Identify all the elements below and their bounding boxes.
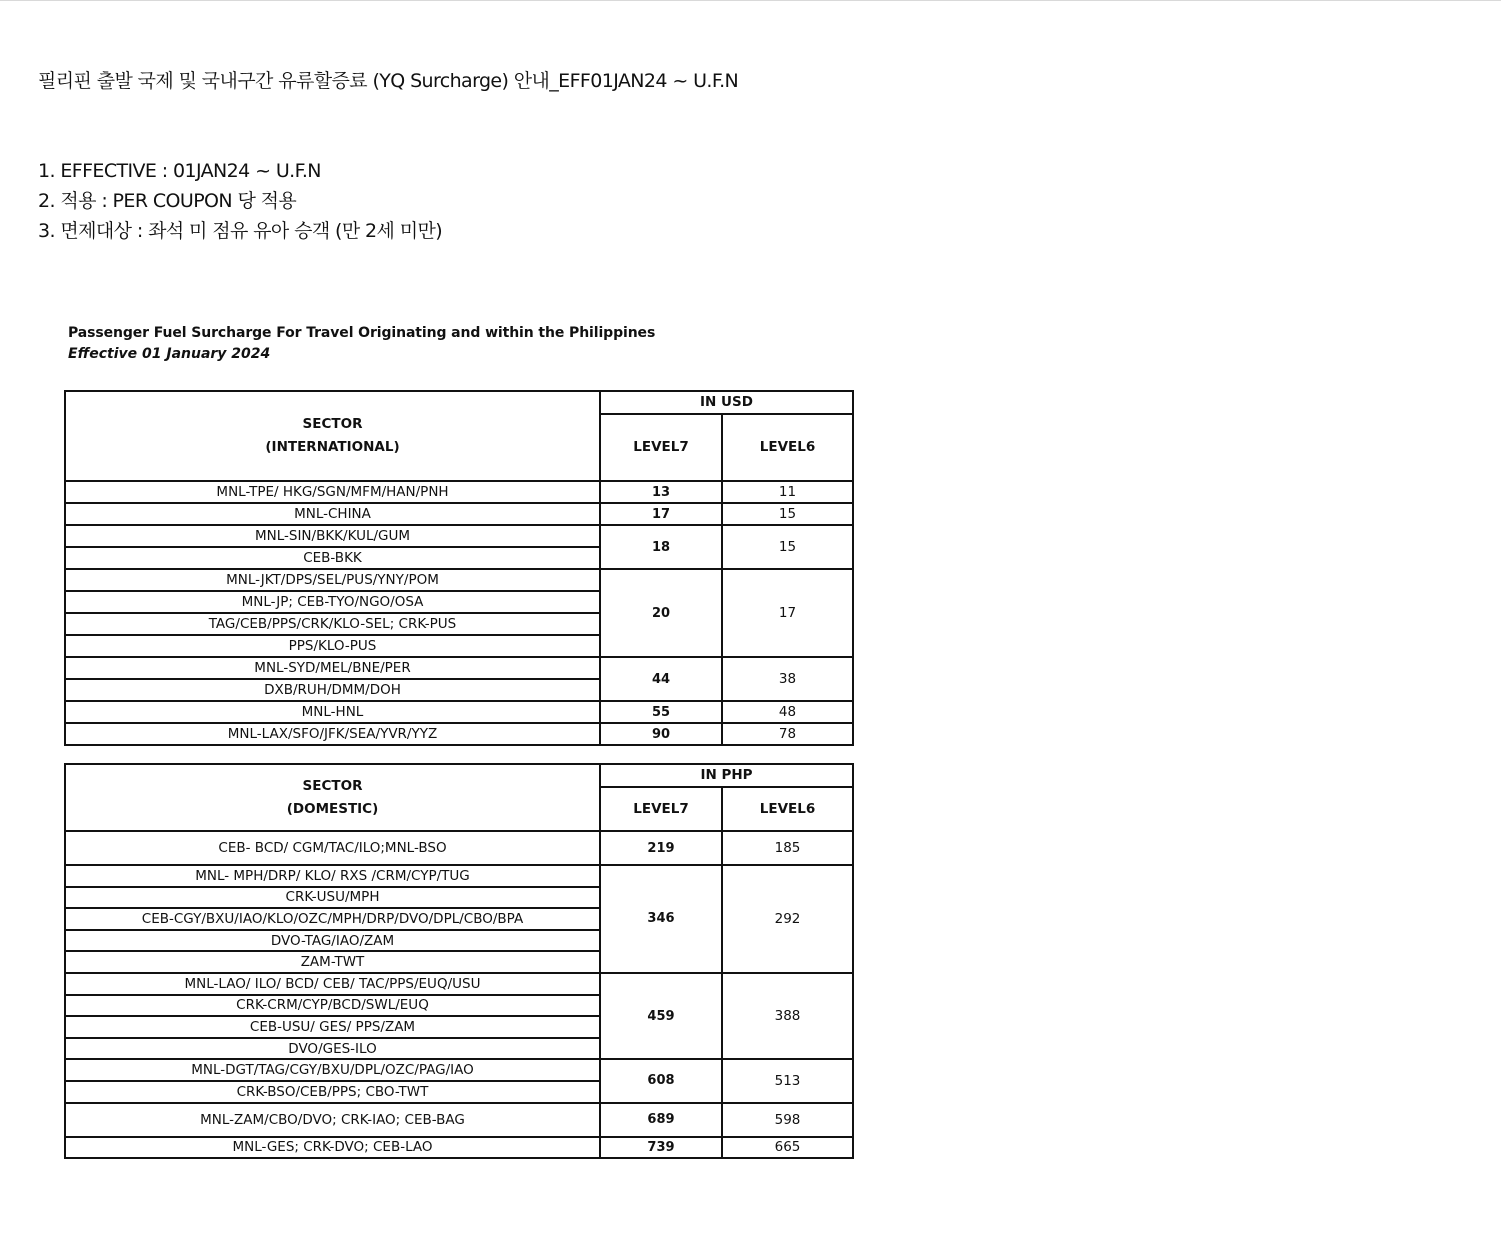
level7-value: 608	[600, 1059, 722, 1102]
table-row	[65, 973, 853, 995]
page-title: 필리핀 출발 국제 및 국내구간 유류할증료 (YQ Surcharge) 안내_EFF01JAN24 ~ U.F.N	[38, 70, 739, 92]
sector-cell: MNL-SYD/MEL/BNE/PER	[65, 657, 600, 679]
table-row	[65, 569, 853, 591]
table-row	[65, 1103, 853, 1137]
sector-cell: DVO/GES-ILO	[65, 1038, 600, 1060]
level7-value: 689	[600, 1103, 722, 1137]
table-row	[65, 525, 853, 547]
sector-header-line2: (INTERNATIONAL)	[265, 439, 400, 455]
top-divider	[0, 0, 1501, 1]
level7-value: 17	[600, 503, 722, 525]
level6-header: LEVEL6	[722, 414, 853, 482]
sector-cell: ZAM-TWT	[65, 951, 600, 973]
domestic-table-body	[65, 831, 853, 1158]
sector-cell: CEB- BCD/ CGM/TAC/ILO;MNL-BSO	[65, 831, 600, 865]
sector-cell: MNL- MPH/DRP/ KLO/ RXS /CRM/CYP/TUG	[65, 865, 600, 887]
currency-header: IN PHP	[600, 764, 853, 787]
table-row	[65, 1059, 853, 1081]
table-row	[65, 503, 853, 525]
level7-value: 346	[600, 865, 722, 973]
level7-value: 90	[600, 723, 722, 745]
sector-cell: CRK-USU/MPH	[65, 887, 600, 909]
sector-cell: PPS/KLO-PUS	[65, 635, 600, 657]
level6-value: 17	[722, 569, 853, 657]
notes-list	[38, 156, 442, 246]
table-row	[65, 831, 853, 865]
sector-cell: MNL-DGT/TAG/CGY/BXU/DPL/OZC/PAG/IAO	[65, 1059, 600, 1081]
sector-cell: MNL-HNL	[65, 701, 600, 723]
level7-value: 13	[600, 481, 722, 503]
table-row	[65, 657, 853, 679]
level7-value: 219	[600, 831, 722, 865]
sector-cell: MNL-TPE/ HKG/SGN/MFM/HAN/PNH	[65, 481, 600, 503]
level7-value: 18	[600, 525, 722, 569]
sector-header-line1: SECTOR	[302, 416, 363, 432]
sector-cell: CRK-BSO/CEB/PPS; CBO-TWT	[65, 1081, 600, 1103]
level6-value: 665	[722, 1137, 853, 1159]
level6-value: 15	[722, 503, 853, 525]
sector-header-line1: SECTOR	[302, 777, 363, 794]
level6-value: 513	[722, 1059, 853, 1102]
level7-value: 55	[600, 701, 722, 723]
sector-header	[65, 391, 600, 481]
sector-header-line2: (DOMESTIC)	[286, 800, 379, 817]
currency-header: IN USD	[600, 391, 853, 414]
table-row	[65, 481, 853, 503]
notice-effective-date: Effective 01 January 2024	[68, 346, 271, 362]
level6-value: 15	[722, 525, 853, 569]
notice-title: Passenger Fuel Surcharge For Travel Originating and within the Philippines	[68, 325, 656, 341]
level7-header: LEVEL7	[600, 414, 722, 482]
international-surcharge-table	[64, 390, 854, 746]
level7-value: 459	[600, 973, 722, 1059]
table-row	[65, 865, 853, 887]
sector-cell: CRK-CRM/CYP/BCD/SWL/EUQ	[65, 995, 600, 1017]
level7-value: 44	[600, 657, 722, 701]
level6-value: 78	[722, 723, 853, 745]
sector-cell: MNL-LAO/ ILO/ BCD/ CEB/ TAC/PPS/EUQ/USU	[65, 973, 600, 995]
level6-value: 185	[722, 831, 853, 865]
level6-value: 388	[722, 973, 853, 1059]
sector-cell: MNL-CHINA	[65, 503, 600, 525]
sector-cell: MNL-LAX/SFO/JFK/SEA/YVR/YYZ	[65, 723, 600, 745]
sector-cell: MNL-JP; CEB-TYO/NGO/OSA	[65, 591, 600, 613]
sector-cell: MNL-ZAM/CBO/DVO; CRK-IAO; CEB-BAG	[65, 1103, 600, 1137]
sector-cell: CEB-USU/ GES/ PPS/ZAM	[65, 1016, 600, 1038]
sector-cell: MNL-JKT/DPS/SEL/PUS/YNY/POM	[65, 569, 600, 591]
sector-cell: TAG/CEB/PPS/CRK/KLO-SEL; CRK-PUS	[65, 613, 600, 635]
level6-value: 11	[722, 481, 853, 503]
sector-cell: MNL-SIN/BKK/KUL/GUM	[65, 525, 600, 547]
level6-value: 598	[722, 1103, 853, 1137]
sector-cell: DVO-TAG/IAO/ZAM	[65, 930, 600, 952]
sector-cell: CEB-CGY/BXU/IAO/KLO/OZC/MPH/DRP/DVO/DPL/CBO/BPA	[65, 908, 600, 930]
note-exemption: 3. 면제대상 : 좌석 미 점유 유아 승객 (만 2세 미만)	[38, 220, 443, 242]
level7-value: 20	[600, 569, 722, 657]
international-table-body	[65, 481, 853, 745]
table-row	[65, 701, 853, 723]
sector-cell: MNL-GES; CRK-DVO; CEB-LAO	[65, 1137, 600, 1159]
level6-value: 48	[722, 701, 853, 723]
level6-value: 38	[722, 657, 853, 701]
surcharge-notice-heading	[68, 325, 655, 362]
level7-header: LEVEL7	[600, 787, 722, 831]
table-row	[65, 1137, 853, 1159]
table-row	[65, 723, 853, 745]
note-effective: 1. EFFECTIVE : 01JAN24 ~ U.F.N	[38, 160, 321, 182]
sector-header	[65, 764, 600, 831]
sector-cell: CEB-BKK	[65, 547, 600, 569]
level6-value: 292	[722, 865, 853, 973]
level7-value: 739	[600, 1137, 722, 1159]
note-application: 2. 적용 : PER COUPON 당 적용	[38, 190, 297, 212]
domestic-surcharge-table	[64, 763, 854, 1159]
sector-cell: DXB/RUH/DMM/DOH	[65, 679, 600, 701]
level6-header: LEVEL6	[722, 787, 853, 831]
